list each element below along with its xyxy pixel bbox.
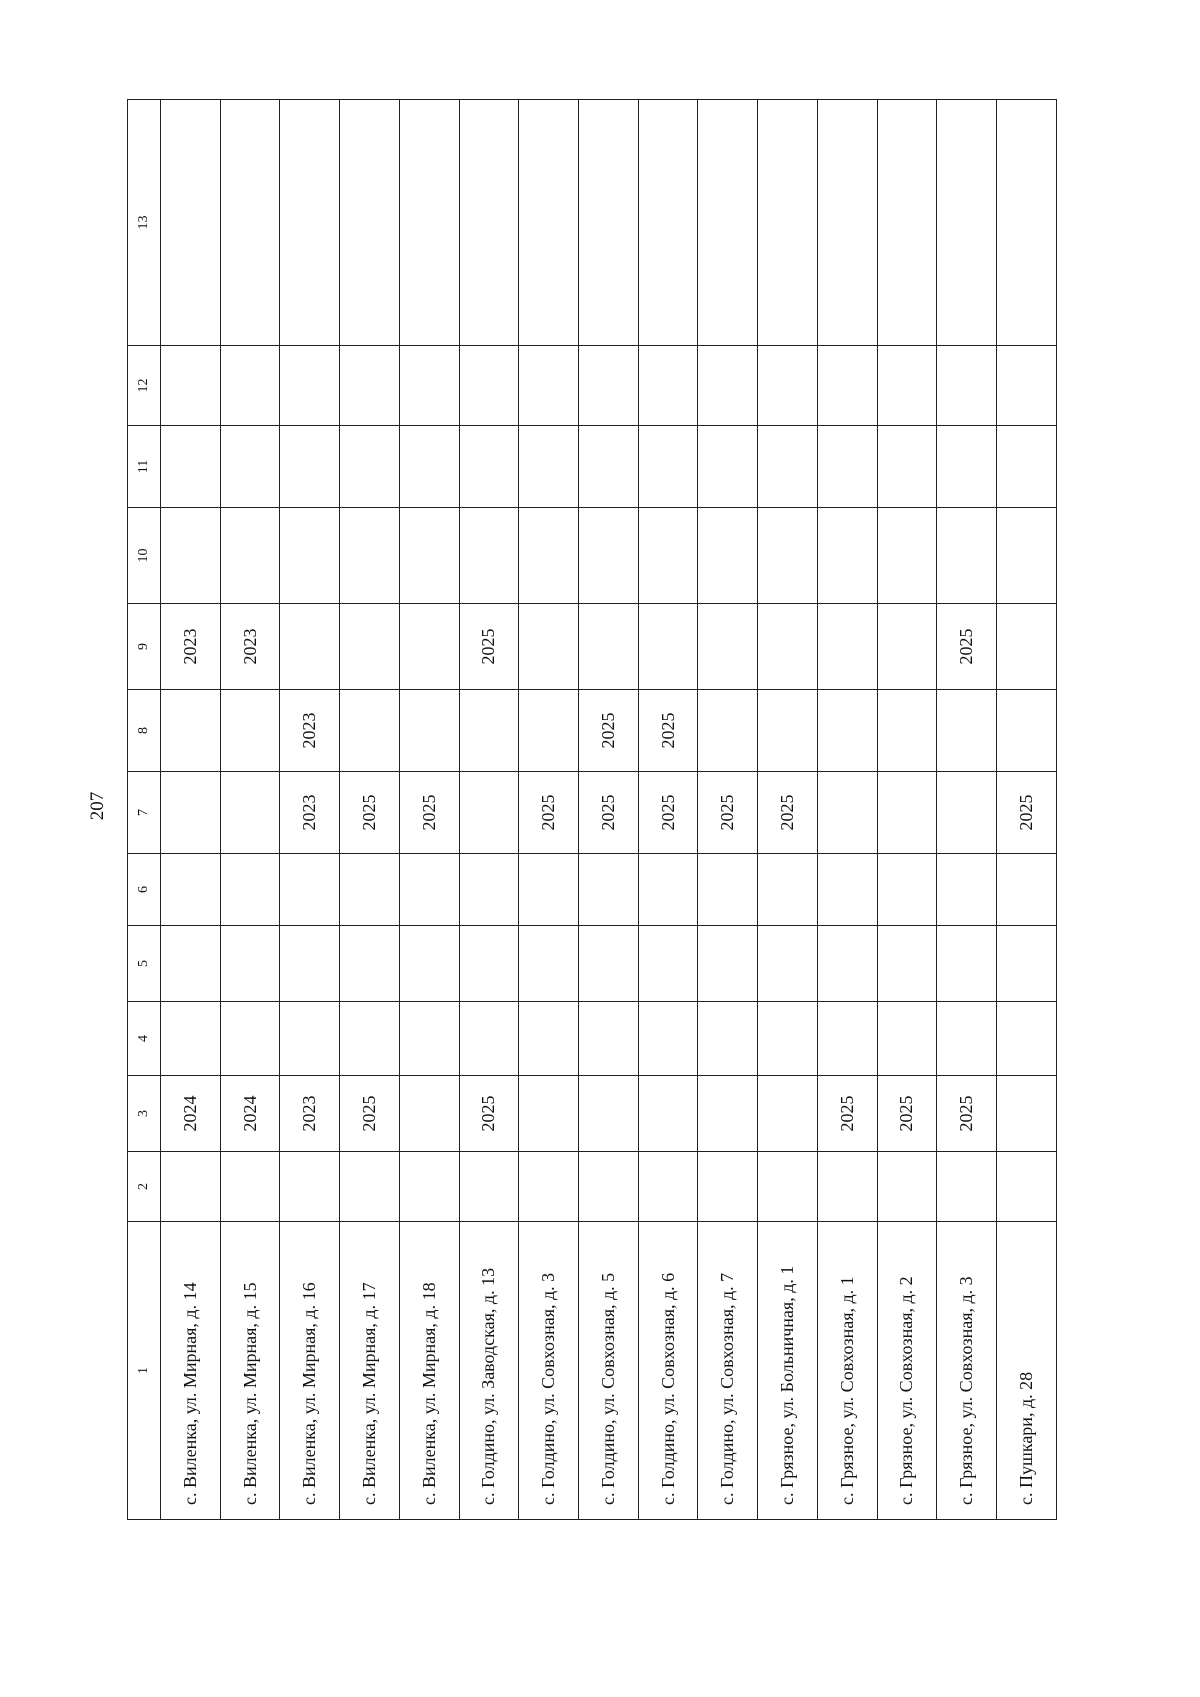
- year-cell: [817, 772, 877, 854]
- year-cell: [399, 1002, 459, 1076]
- year-cell: [698, 346, 758, 426]
- column-header: 3: [128, 1076, 161, 1152]
- year-cell: [579, 1152, 639, 1222]
- year-cell: [220, 508, 280, 604]
- year-cell: [698, 854, 758, 926]
- year-cell: [758, 604, 818, 690]
- column-header: 1: [128, 1222, 161, 1520]
- year-cell: [340, 926, 400, 1002]
- year-cell: [579, 346, 639, 426]
- year-cell: [937, 346, 997, 426]
- year-cell: [161, 854, 221, 926]
- address-cell: с. Грязное, ул. Совхозная, д. 1: [817, 1222, 877, 1520]
- year-cell: [877, 772, 937, 854]
- table-row: [519, 100, 579, 1520]
- address-cell: с. Голдино, ул. Совхозная, д. 3: [519, 1222, 579, 1520]
- address-cell: с. Пушкари, д. 28: [997, 1222, 1057, 1520]
- year-cell: 2025: [638, 772, 698, 854]
- year-cell: [280, 508, 340, 604]
- year-cell: [519, 100, 579, 346]
- year-cell: [220, 772, 280, 854]
- year-cell: [459, 772, 519, 854]
- table-row: [877, 100, 937, 1520]
- year-cell: [340, 1002, 400, 1076]
- year-cell: 2023: [161, 604, 221, 690]
- year-cell: [758, 690, 818, 772]
- year-cell: [638, 100, 698, 346]
- year-cell: [698, 1002, 758, 1076]
- year-cell: 2025: [340, 1076, 400, 1152]
- year-cell: [997, 926, 1057, 1002]
- year-cell: [817, 508, 877, 604]
- year-cell: [579, 426, 639, 508]
- year-cell: 2025: [877, 1076, 937, 1152]
- year-cell: [220, 426, 280, 508]
- year-cell: [638, 426, 698, 508]
- table-row: [638, 100, 698, 1520]
- year-cell: 2025: [997, 772, 1057, 854]
- column-header: 13: [128, 100, 161, 346]
- year-cell: [698, 1152, 758, 1222]
- year-cell: [579, 100, 639, 346]
- year-cell: [817, 1002, 877, 1076]
- year-cell: [758, 426, 818, 508]
- year-cell: [758, 1002, 818, 1076]
- year-cell: [340, 100, 400, 346]
- address-cell: с. Голдино, ул. Совхозная, д. 6: [638, 1222, 698, 1520]
- year-cell: [280, 1152, 340, 1222]
- year-cell: 2023: [280, 1076, 340, 1152]
- year-cell: [161, 1152, 221, 1222]
- year-cell: 2025: [519, 772, 579, 854]
- year-cell: 2025: [817, 1076, 877, 1152]
- year-cell: [758, 926, 818, 1002]
- year-cell: [579, 926, 639, 1002]
- column-header: 12: [128, 346, 161, 426]
- year-cell: [220, 926, 280, 1002]
- year-cell: [698, 426, 758, 508]
- schedule-table: [127, 99, 1057, 1520]
- year-cell: [459, 1152, 519, 1222]
- year-cell: [519, 1076, 579, 1152]
- year-cell: [399, 854, 459, 926]
- year-cell: [519, 690, 579, 772]
- year-cell: [399, 1152, 459, 1222]
- year-cell: [877, 926, 937, 1002]
- year-cell: [459, 426, 519, 508]
- year-cell: 2023: [280, 772, 340, 854]
- year-cell: [340, 508, 400, 604]
- year-cell: [161, 346, 221, 426]
- year-cell: [937, 100, 997, 346]
- year-cell: [220, 1002, 280, 1076]
- year-cell: [161, 772, 221, 854]
- year-cell: [340, 854, 400, 926]
- year-cell: [877, 508, 937, 604]
- year-cell: [399, 346, 459, 426]
- year-cell: [399, 926, 459, 1002]
- year-cell: [758, 854, 818, 926]
- year-cell: [459, 690, 519, 772]
- year-cell: [937, 854, 997, 926]
- year-cell: [579, 1076, 639, 1152]
- year-cell: [220, 690, 280, 772]
- table-row: [340, 100, 400, 1520]
- year-cell: [638, 926, 698, 1002]
- year-cell: [698, 604, 758, 690]
- address-cell: с. Виленка, ул. Мирная, д. 18: [399, 1222, 459, 1520]
- year-cell: [638, 346, 698, 426]
- year-cell: [519, 926, 579, 1002]
- address-cell: с. Голдино, ул. Совхозная, д. 7: [698, 1222, 758, 1520]
- table-row: [997, 100, 1057, 1520]
- year-cell: [161, 508, 221, 604]
- year-cell: [937, 772, 997, 854]
- table-row: [579, 100, 639, 1520]
- year-cell: [399, 100, 459, 346]
- year-cell: [459, 854, 519, 926]
- year-cell: [399, 690, 459, 772]
- year-cell: [399, 508, 459, 604]
- year-cell: [161, 100, 221, 346]
- year-cell: [459, 100, 519, 346]
- table-row: [698, 100, 758, 1520]
- address-cell: с. Виленка, ул. Мирная, д. 17: [340, 1222, 400, 1520]
- year-cell: [937, 1152, 997, 1222]
- address-cell: с. Голдино, ул. Заводская, д. 13: [459, 1222, 519, 1520]
- year-cell: [280, 426, 340, 508]
- table-row: [758, 100, 818, 1520]
- page-number: 207: [87, 791, 108, 821]
- table-body: [161, 100, 1057, 1520]
- year-cell: 2023: [220, 604, 280, 690]
- header-row: [128, 100, 161, 1520]
- year-cell: [997, 1002, 1057, 1076]
- year-cell: [519, 1002, 579, 1076]
- year-cell: [519, 426, 579, 508]
- year-cell: [877, 604, 937, 690]
- year-cell: 2025: [758, 772, 818, 854]
- year-cell: [937, 426, 997, 508]
- address-cell: с. Виленка, ул. Мирная, д. 15: [220, 1222, 280, 1520]
- year-cell: [399, 426, 459, 508]
- year-cell: [817, 926, 877, 1002]
- year-cell: [638, 1002, 698, 1076]
- year-cell: [220, 1152, 280, 1222]
- column-header: 7: [128, 772, 161, 854]
- year-cell: 2025: [459, 604, 519, 690]
- column-header: 10: [128, 508, 161, 604]
- year-cell: [638, 1076, 698, 1152]
- year-cell: 2025: [937, 1076, 997, 1152]
- year-cell: [937, 1002, 997, 1076]
- address-cell: с. Виленка, ул. Мирная, д. 16: [280, 1222, 340, 1520]
- table-row: [399, 100, 459, 1520]
- year-cell: [877, 346, 937, 426]
- year-cell: [280, 854, 340, 926]
- year-cell: [997, 854, 1057, 926]
- year-cell: [638, 604, 698, 690]
- table-row: [280, 100, 340, 1520]
- year-cell: [579, 508, 639, 604]
- address-cell: с. Грязное, ул. Совхозная, д. 3: [937, 1222, 997, 1520]
- column-header: 11: [128, 426, 161, 508]
- year-cell: [817, 100, 877, 346]
- year-cell: [519, 1152, 579, 1222]
- year-cell: [698, 1076, 758, 1152]
- year-cell: 2025: [638, 690, 698, 772]
- year-cell: [758, 1076, 818, 1152]
- year-cell: [340, 346, 400, 426]
- year-cell: [937, 508, 997, 604]
- table-row: [161, 100, 221, 1520]
- year-cell: [997, 690, 1057, 772]
- table-row: [937, 100, 997, 1520]
- year-cell: [638, 854, 698, 926]
- year-cell: [758, 100, 818, 346]
- year-cell: [399, 604, 459, 690]
- year-cell: [459, 926, 519, 1002]
- year-cell: [758, 1152, 818, 1222]
- year-cell: [937, 690, 997, 772]
- year-cell: [280, 1002, 340, 1076]
- address-cell: с. Голдино, ул. Совхозная, д. 5: [579, 1222, 639, 1520]
- year-cell: [519, 604, 579, 690]
- column-header: 6: [128, 854, 161, 926]
- year-cell: [997, 508, 1057, 604]
- column-header: 5: [128, 926, 161, 1002]
- year-cell: [340, 426, 400, 508]
- year-cell: [280, 604, 340, 690]
- column-header: 2: [128, 1152, 161, 1222]
- year-cell: [161, 690, 221, 772]
- year-cell: [877, 100, 937, 346]
- year-cell: [997, 1152, 1057, 1222]
- year-cell: [399, 1076, 459, 1152]
- table-row: [817, 100, 877, 1520]
- year-cell: [220, 346, 280, 426]
- year-cell: [877, 690, 937, 772]
- year-cell: [220, 100, 280, 346]
- year-cell: 2025: [340, 772, 400, 854]
- year-cell: [519, 346, 579, 426]
- year-cell: [817, 346, 877, 426]
- year-cell: [997, 604, 1057, 690]
- year-cell: [579, 604, 639, 690]
- year-cell: [817, 1152, 877, 1222]
- year-cell: [340, 690, 400, 772]
- year-cell: [340, 604, 400, 690]
- year-cell: [997, 346, 1057, 426]
- year-cell: [758, 508, 818, 604]
- year-cell: [997, 100, 1057, 346]
- year-cell: 2023: [280, 690, 340, 772]
- table-row: [459, 100, 519, 1520]
- column-header: 8: [128, 690, 161, 772]
- year-cell: 2025: [459, 1076, 519, 1152]
- address-cell: с. Грязное, ул. Больничная, д. 1: [758, 1222, 818, 1520]
- year-cell: [877, 426, 937, 508]
- year-cell: 2024: [161, 1076, 221, 1152]
- year-cell: [459, 508, 519, 604]
- year-cell: [638, 508, 698, 604]
- year-cell: 2025: [937, 604, 997, 690]
- year-cell: 2025: [399, 772, 459, 854]
- year-cell: [698, 926, 758, 1002]
- year-cell: [817, 604, 877, 690]
- year-cell: [161, 1002, 221, 1076]
- year-cell: [519, 508, 579, 604]
- year-cell: [519, 854, 579, 926]
- year-cell: [459, 1002, 519, 1076]
- year-cell: 2025: [698, 772, 758, 854]
- year-cell: 2024: [220, 1076, 280, 1152]
- year-cell: [698, 690, 758, 772]
- year-cell: [997, 1076, 1057, 1152]
- year-cell: [280, 926, 340, 1002]
- year-cell: [817, 690, 877, 772]
- year-cell: [877, 854, 937, 926]
- address-cell: с. Виленка, ул. Мирная, д. 14: [161, 1222, 221, 1520]
- rotated-table-wrapper: [127, 100, 1057, 1520]
- year-cell: [220, 854, 280, 926]
- column-header: 9: [128, 604, 161, 690]
- year-cell: [161, 926, 221, 1002]
- column-header: 4: [128, 1002, 161, 1076]
- year-cell: [280, 100, 340, 346]
- year-cell: [698, 100, 758, 346]
- year-cell: [638, 1152, 698, 1222]
- year-cell: [877, 1002, 937, 1076]
- year-cell: [997, 426, 1057, 508]
- year-cell: 2025: [579, 772, 639, 854]
- year-cell: [579, 854, 639, 926]
- year-cell: [280, 346, 340, 426]
- year-cell: [698, 508, 758, 604]
- year-cell: 2025: [579, 690, 639, 772]
- year-cell: [459, 346, 519, 426]
- table-row: [220, 100, 280, 1520]
- year-cell: [758, 346, 818, 426]
- address-cell: с. Грязное, ул. Совхозная, д. 2: [877, 1222, 937, 1520]
- year-cell: [817, 854, 877, 926]
- year-cell: [937, 926, 997, 1002]
- year-cell: [340, 1152, 400, 1222]
- year-cell: [817, 426, 877, 508]
- year-cell: [161, 426, 221, 508]
- year-cell: [877, 1152, 937, 1222]
- year-cell: [579, 1002, 639, 1076]
